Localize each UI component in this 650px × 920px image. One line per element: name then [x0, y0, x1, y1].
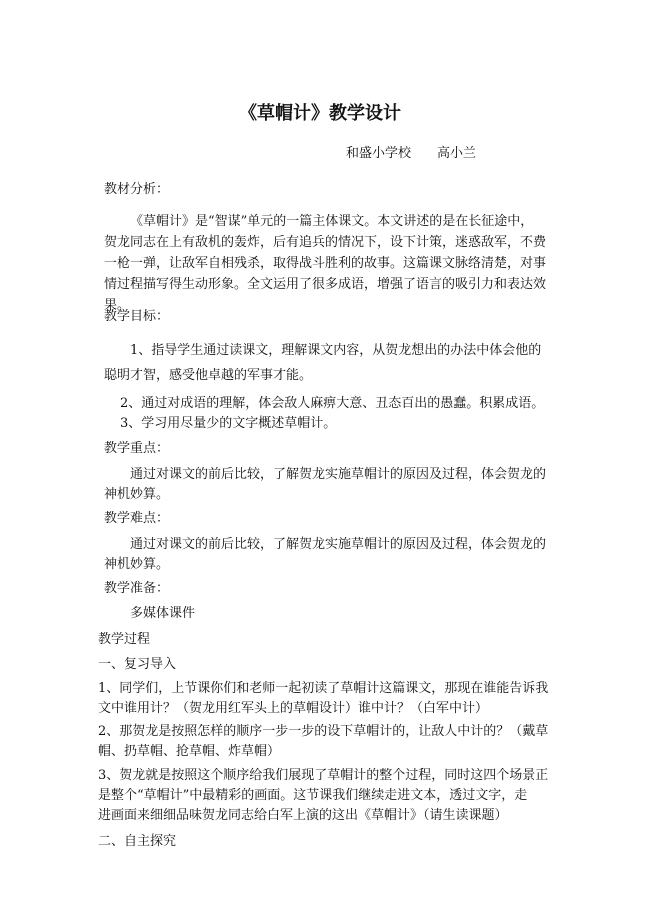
goals-line: 1、指导学生通过读课文，理解课文内容，从贺龙想出的办法中体会他的 [130, 343, 542, 358]
process-line: 1、同学们，上节课你们和老师一起初读了草帽计这篇课文，那现在谁能告诉我 [98, 681, 549, 696]
goals-line: 2、通过对成语的理解，体会敌人麻痹大意、丑态百出的愚蠢。积累成语。 [120, 396, 545, 411]
keypoint-line: 通过对课文的前后比较，了解贺龙实施草帽计的原因及过程，体会贺龙的 [130, 467, 547, 482]
analysis-line: 情过程描写得生动形象。全文运用了很多成语，增强了语言的吸引力和表达效 [104, 277, 547, 292]
author-line: 和盛小学校 高小兰 [346, 146, 477, 161]
process-line: 进画面来细细品味贺龙同志给白军上演的这出《草帽计》（请生读课题） [98, 808, 508, 823]
section-heading: 二、自主探究 [98, 834, 177, 849]
process-line: 文中谁用计？（贺龙用红军头上的草帽设计）谁中计？（白军中计） [98, 701, 489, 716]
prep-line: 多媒体课件 [130, 606, 196, 621]
goals-line: 3、学习用尽量少的文字概述草帽计。 [120, 416, 337, 431]
keypoint-line: 神机妙算。 [104, 487, 170, 502]
analysis-line: 一枪一弹，让敌军自相残杀，取得战斗胜利的故事。这篇课文脉络清楚，对事 [104, 256, 547, 271]
process-line: 3、贺龙就是按照这个顺序给我们展现了草帽计的整个过程，同时这四个场景正 [98, 768, 549, 783]
keypoint-heading: 教学重点： [104, 441, 170, 456]
difficulty-line: 神机妙算。 [104, 557, 170, 572]
process-line: 是整个“草帽计”中最精彩的画面。这节课我们继续走进文本，透过文字，走 [98, 788, 528, 803]
difficulty-heading: 教学难点： [104, 511, 170, 526]
document-title: 《草帽计》教学设计 [239, 103, 401, 124]
process-heading: 教学过程 [98, 632, 151, 647]
prep-heading: 教学准备： [104, 581, 170, 596]
difficulty-line: 通过对课文的前后比较，了解贺龙实施草帽计的原因及过程，体会贺龙的 [130, 537, 547, 552]
analysis-line: 《草帽计》是“智谋”单元的一篇主体课文。本文讲述的是在长征途中， [130, 214, 534, 229]
section-heading: 一、复习导入 [98, 657, 177, 672]
process-line: 2、那贺龙是按照怎样的顺序一步一步的设下草帽计的，让敌人中计的？（戴草 [98, 724, 549, 739]
analysis-heading: 教材分析： [104, 182, 170, 197]
analysis-line: 贺龙同志在上有敌机的轰炸，后有追兵的情况下，设下计策，迷惑敌军，不费 [104, 235, 547, 250]
process-line: 帽、扔草帽、抢草帽、炸草帽） [98, 744, 281, 759]
goals-heading: 教学目标： [104, 309, 170, 324]
analysis-line: 果。 [104, 298, 131, 313]
goals-line: 聪明才智，感受他卓越的军事才能。 [104, 368, 313, 383]
